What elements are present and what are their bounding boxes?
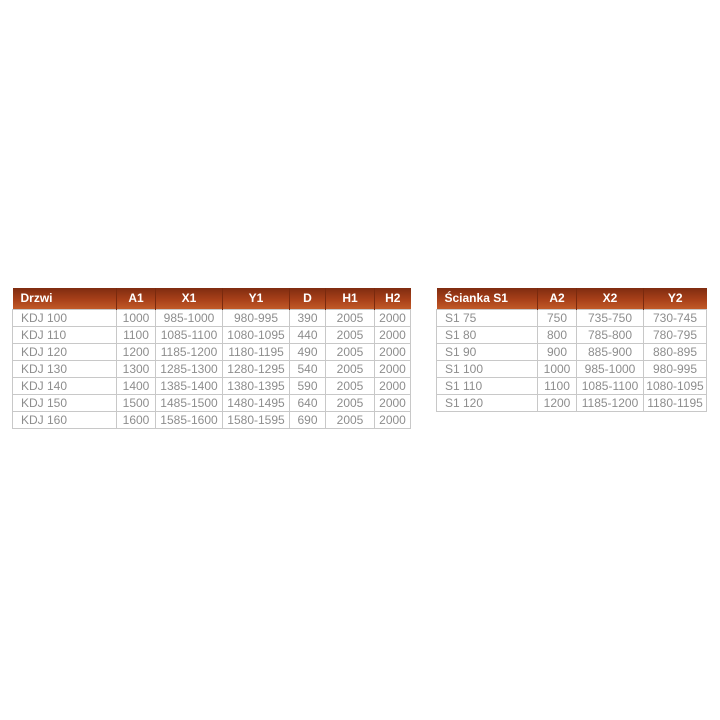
value-cell: 985-1000 xyxy=(577,360,644,377)
value-cell: 1385-1400 xyxy=(156,377,223,394)
scianka-table-container xyxy=(436,288,707,412)
table-row xyxy=(13,360,411,377)
value-cell: 2000 xyxy=(375,360,411,377)
column-header: X1 xyxy=(156,288,223,309)
row-label-cell: S1 75 xyxy=(437,309,538,326)
scianka-header-row xyxy=(437,288,707,309)
row-label-cell: S1 100 xyxy=(437,360,538,377)
row-label-cell: S1 80 xyxy=(437,326,538,343)
value-cell: 780-795 xyxy=(644,326,707,343)
value-cell: 1185-1200 xyxy=(156,343,223,360)
value-cell: 490 xyxy=(290,343,326,360)
value-cell: 2000 xyxy=(375,394,411,411)
value-cell: 2005 xyxy=(326,309,375,326)
value-cell: 1000 xyxy=(117,309,156,326)
table-row xyxy=(437,309,707,326)
value-cell: 1180-1195 xyxy=(223,343,290,360)
value-cell: 880-895 xyxy=(644,343,707,360)
table-row xyxy=(437,326,707,343)
value-cell: 440 xyxy=(290,326,326,343)
value-cell: 1000 xyxy=(538,360,577,377)
value-cell: 1300 xyxy=(117,360,156,377)
table-row xyxy=(13,394,411,411)
drzwi-title-header: Drzwi xyxy=(13,288,117,309)
column-header: Y2 xyxy=(644,288,707,309)
value-cell: 1280-1295 xyxy=(223,360,290,377)
column-header: Y1 xyxy=(223,288,290,309)
value-cell: 640 xyxy=(290,394,326,411)
value-cell: 1080-1095 xyxy=(223,326,290,343)
row-label-cell: S1 110 xyxy=(437,377,538,394)
value-cell: 590 xyxy=(290,377,326,394)
column-header: X2 xyxy=(577,288,644,309)
value-cell: 735-750 xyxy=(577,309,644,326)
table-row xyxy=(13,377,411,394)
drzwi-header-row xyxy=(13,288,411,309)
row-label-cell: KDJ 130 xyxy=(13,360,117,377)
value-cell: 1500 xyxy=(117,394,156,411)
value-cell: 1580-1595 xyxy=(223,411,290,428)
table-row xyxy=(437,394,707,411)
row-label-cell: KDJ 100 xyxy=(13,309,117,326)
row-label-cell: S1 90 xyxy=(437,343,538,360)
value-cell: 2005 xyxy=(326,377,375,394)
scianka-spec-table xyxy=(436,288,707,412)
value-cell: 885-900 xyxy=(577,343,644,360)
value-cell: 785-800 xyxy=(577,326,644,343)
value-cell: 1200 xyxy=(538,394,577,411)
value-cell: 900 xyxy=(538,343,577,360)
table-row xyxy=(13,343,411,360)
column-header: A1 xyxy=(117,288,156,309)
column-header: D xyxy=(290,288,326,309)
value-cell: 1480-1495 xyxy=(223,394,290,411)
value-cell: 2000 xyxy=(375,343,411,360)
value-cell: 2000 xyxy=(375,377,411,394)
value-cell: 800 xyxy=(538,326,577,343)
value-cell: 1285-1300 xyxy=(156,360,223,377)
scianka-title-header: Ścianka S1 xyxy=(437,288,538,309)
value-cell: 1200 xyxy=(117,343,156,360)
value-cell: 1400 xyxy=(117,377,156,394)
column-header: H1 xyxy=(326,288,375,309)
value-cell: 2005 xyxy=(326,360,375,377)
value-cell: 1080-1095 xyxy=(644,377,707,394)
row-label-cell: KDJ 110 xyxy=(13,326,117,343)
table-row xyxy=(437,377,707,394)
value-cell: 690 xyxy=(290,411,326,428)
column-header: H2 xyxy=(375,288,411,309)
value-cell: 540 xyxy=(290,360,326,377)
value-cell: 2005 xyxy=(326,343,375,360)
value-cell: 1085-1100 xyxy=(577,377,644,394)
value-cell: 1100 xyxy=(538,377,577,394)
drzwi-table-container xyxy=(12,288,411,429)
value-cell: 730-745 xyxy=(644,309,707,326)
value-cell: 2005 xyxy=(326,326,375,343)
value-cell: 390 xyxy=(290,309,326,326)
value-cell: 750 xyxy=(538,309,577,326)
value-cell: 1600 xyxy=(117,411,156,428)
table-row xyxy=(437,360,707,377)
table-row xyxy=(13,411,411,428)
value-cell: 2000 xyxy=(375,309,411,326)
table-row xyxy=(13,326,411,343)
value-cell: 1185-1200 xyxy=(577,394,644,411)
value-cell: 2005 xyxy=(326,394,375,411)
row-label-cell: KDJ 150 xyxy=(13,394,117,411)
row-label-cell: S1 120 xyxy=(437,394,538,411)
row-label-cell: KDJ 140 xyxy=(13,377,117,394)
value-cell: 980-995 xyxy=(223,309,290,326)
row-label-cell: KDJ 160 xyxy=(13,411,117,428)
value-cell: 1085-1100 xyxy=(156,326,223,343)
table-row xyxy=(437,343,707,360)
value-cell: 985-1000 xyxy=(156,309,223,326)
value-cell: 1485-1500 xyxy=(156,394,223,411)
value-cell: 2000 xyxy=(375,411,411,428)
value-cell: 980-995 xyxy=(644,360,707,377)
value-cell: 1380-1395 xyxy=(223,377,290,394)
table-row xyxy=(13,309,411,326)
drzwi-spec-table xyxy=(12,288,411,429)
column-header: A2 xyxy=(538,288,577,309)
value-cell: 1100 xyxy=(117,326,156,343)
value-cell: 1585-1600 xyxy=(156,411,223,428)
value-cell: 1180-1195 xyxy=(644,394,707,411)
value-cell: 2000 xyxy=(375,326,411,343)
row-label-cell: KDJ 120 xyxy=(13,343,117,360)
value-cell: 2005 xyxy=(326,411,375,428)
